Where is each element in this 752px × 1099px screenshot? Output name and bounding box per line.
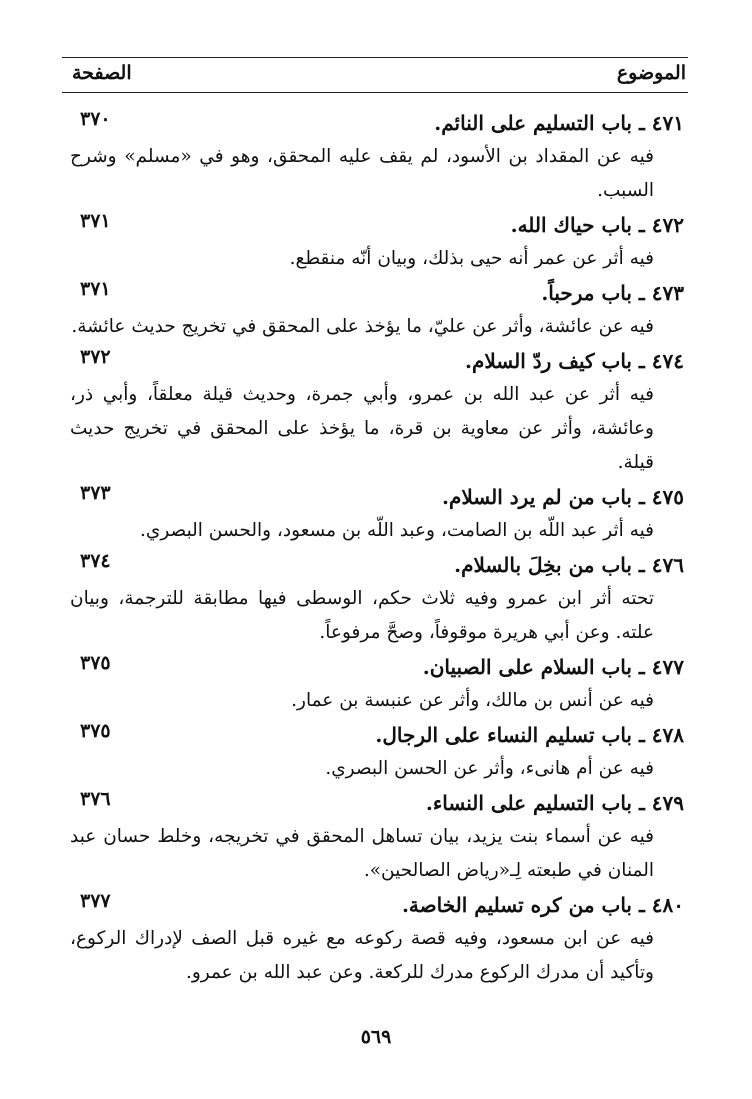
contents-entry xyxy=(70,276,684,344)
entry-page-number: ٣٧٥ xyxy=(80,652,111,674)
entry-page-number: ٣٧١ xyxy=(80,278,111,300)
entry-page-number: ٣٧٤ xyxy=(80,550,111,572)
entry-description: فيه أثر عن عبد الله بن عمرو، وأبي جمرة، وحديث قيلة معلقاً، وأبي ذر، وعائشة، وأثر عن معاوية بن قرة، ما يؤخذ على المحقق في تخريج حديث قيلة. xyxy=(70,384,654,473)
footer-page-number: ٥٦٩ xyxy=(360,1026,392,1048)
entry-title: ٤٧١ ـ باب التسليم على النائم. xyxy=(434,111,684,135)
entry-title: ٤٧٤ ـ باب كيف ردّ السلام. xyxy=(465,349,684,373)
contents-list xyxy=(70,106,684,990)
entry-description: فيه أثر عن عمر أنه حيى بذلك، وبيان أنّه منقطع. xyxy=(289,248,654,269)
entry-page-number: ٣٧٠ xyxy=(80,108,111,130)
entry-title: ٤٧٨ ـ باب تسليم النساء على الرجال. xyxy=(375,723,684,747)
entry-description: فيه عن أسماء بنت يزيد، بيان تساهل المحقق في تخريجه، وخلط حسان عبد المنان في طبعته لِـ«رياض الصالحين». xyxy=(70,826,654,881)
entry-description: فيه عن المقداد بن الأسود، لم يقف عليه المحقق، وهو في «مسلم» وشرح السبب. xyxy=(70,146,654,201)
contents-entry xyxy=(70,344,684,480)
header-topic-label: الموضوع xyxy=(616,62,686,84)
header-page-label: الصفحة xyxy=(72,62,132,84)
entry-description: فيه عن ابن مسعود، وفيه قصة ركوعه مع غيره قبل الصف لإدراك الركوع، وتأكيد أن مدرك الركوع مدرك للركعة. وعن عبد الله بن عمرو. xyxy=(70,928,654,983)
entry-page-number: ٣٧١ xyxy=(80,210,111,232)
entry-description: فيه أثر عبد اللّه بن الصامت، وعبد اللّه بن مسعود، والحسن البصري. xyxy=(139,520,654,541)
contents-entry xyxy=(70,888,684,990)
entry-description: فيه عن عائشة، وأثر عن عليّ، ما يؤخذ على المحقق في تخريج حديث عائشة. xyxy=(71,316,654,337)
contents-entry xyxy=(70,480,684,548)
entry-description: تحته أثر ابن عمرو وفيه ثلاث حكم، الوسطى فيها مطابقة للترجمة، وبيان علته. وعن أبي هريرة موقوفاً، وصحَّ مرفوعاً. xyxy=(70,588,654,643)
entry-title: ٤٧٢ ـ باب حياك الله. xyxy=(510,213,684,237)
header-bottom-rule xyxy=(62,92,688,93)
contents-entry xyxy=(70,650,684,718)
entry-title: ٤٧٥ ـ باب من لم يرد السلام. xyxy=(442,485,684,509)
entry-title: ٤٨٠ ـ باب من كره تسليم الخاصة. xyxy=(401,893,684,917)
entry-page-number: ٣٧٥ xyxy=(80,720,111,742)
entry-title: ٤٧٦ ـ باب من بخِلَ بالسلام. xyxy=(454,553,684,577)
contents-entry xyxy=(70,106,684,208)
entry-page-number: ٣٧٢ xyxy=(80,346,111,368)
header-top-rule xyxy=(62,57,688,58)
contents-entry xyxy=(70,208,684,276)
entry-page-number: ٣٧٣ xyxy=(80,482,111,504)
entry-title: ٤٧٣ ـ باب مرحباً. xyxy=(541,281,684,305)
entry-page-number: ٣٧٦ xyxy=(80,788,111,810)
entry-page-number: ٣٧٧ xyxy=(80,890,111,912)
entry-description: فيه عن أنس بن مالك، وأثر عن عنبسة بن عمار. xyxy=(291,690,654,711)
contents-entry xyxy=(70,548,684,650)
contents-entry xyxy=(70,718,684,786)
entry-title: ٤٧٧ ـ باب السلام على الصبيان. xyxy=(422,655,684,679)
entry-description: فيه عن أم هانىء، وأثر عن الحسن البصري. xyxy=(325,758,654,779)
contents-entry xyxy=(70,786,684,888)
entry-title: ٤٧٩ ـ باب التسليم على النساء. xyxy=(425,791,684,815)
